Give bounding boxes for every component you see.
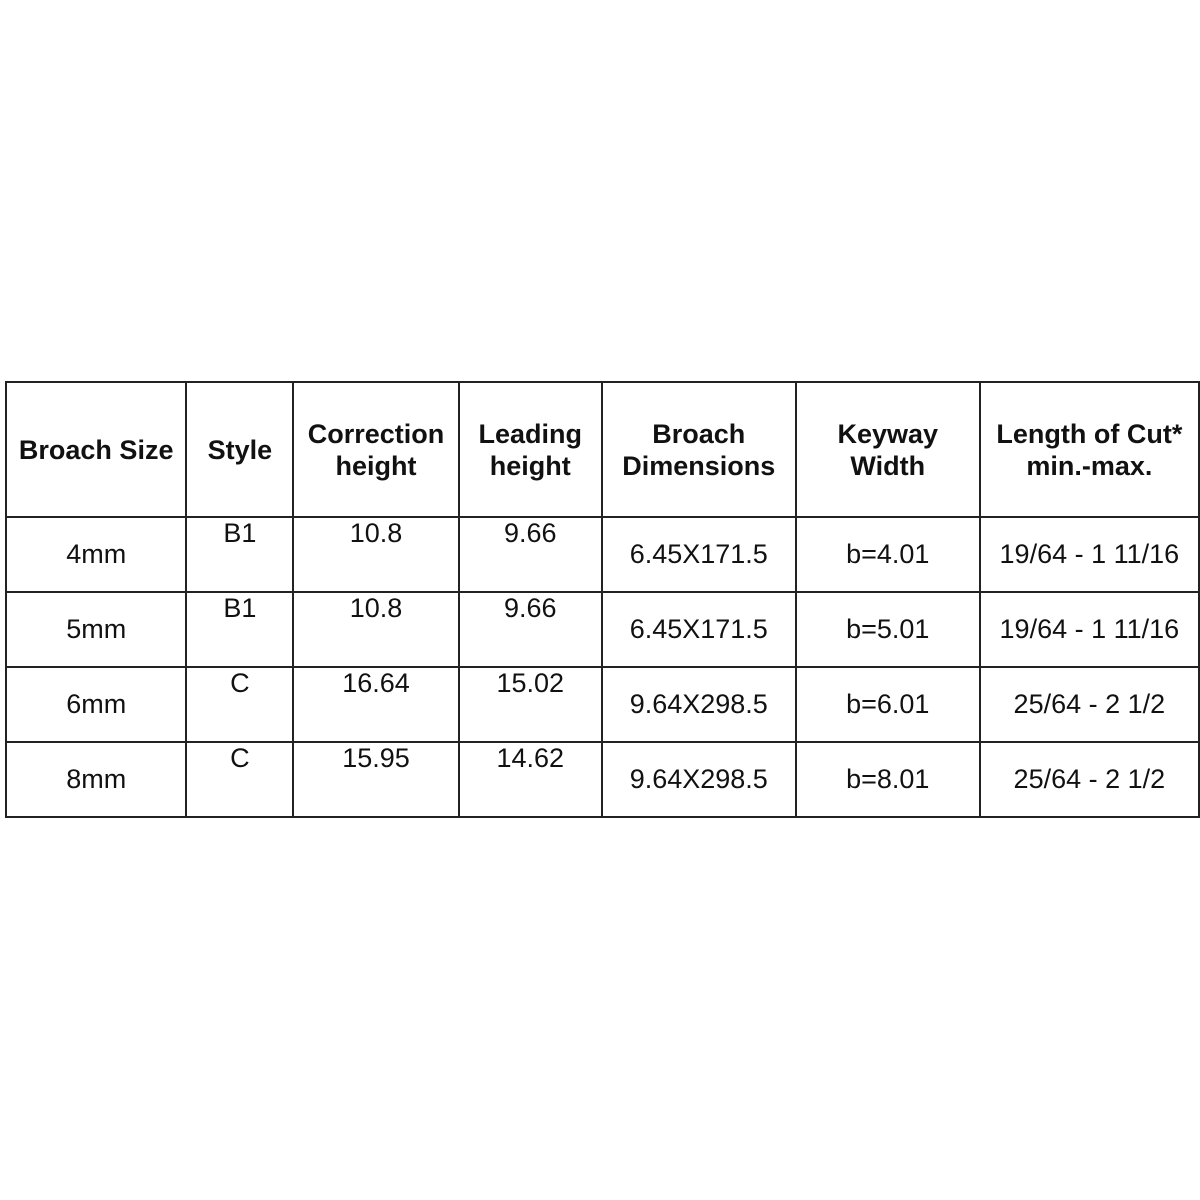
broach-spec-table <box>5 381 1200 818</box>
cell-keyway-width: b=5.01 <box>796 592 980 667</box>
header-length-of-cut-line2: min.-max. <box>1026 450 1153 481</box>
table-row <box>6 667 1199 742</box>
table-row <box>6 592 1199 667</box>
cell-broach-dimensions: 9.64X298.5 <box>602 742 796 817</box>
cell-length-of-cut: 19/64 - 1 11/16 <box>980 517 1199 592</box>
cell-correction-height: 10.8 <box>293 517 458 592</box>
header-length-of-cut <box>980 382 1199 517</box>
header-correction-height <box>293 382 458 517</box>
header-style-label: Style <box>207 434 273 465</box>
header-broach-size <box>6 382 186 517</box>
cell-length-of-cut: 25/64 - 2 1/2 <box>980 667 1199 742</box>
cell-correction-height: 15.95 <box>293 742 458 817</box>
header-correction-height-line1: Correction <box>307 418 445 449</box>
table-row <box>6 742 1199 817</box>
cell-leading-height: 9.66 <box>459 517 602 592</box>
table-row <box>6 517 1199 592</box>
cell-leading-height: 9.66 <box>459 592 602 667</box>
cell-broach-dimensions: 6.45X171.5 <box>602 592 796 667</box>
cell-style: B1 <box>186 592 293 667</box>
cell-length-of-cut: 25/64 - 2 1/2 <box>980 742 1199 817</box>
cell-keyway-width: b=8.01 <box>796 742 980 817</box>
cell-style: C <box>186 667 293 742</box>
cell-correction-height: 10.8 <box>293 592 458 667</box>
header-keyway-width <box>796 382 980 517</box>
cell-keyway-width: b=6.01 <box>796 667 980 742</box>
header-length-of-cut-line1: Length of Cut* <box>996 418 1183 449</box>
cell-keyway-width: b=4.01 <box>796 517 980 592</box>
cell-broach-size: 6mm <box>6 667 186 742</box>
header-broach-dimensions-line1: Broach <box>652 418 746 449</box>
cell-style: B1 <box>186 517 293 592</box>
header-leading-height-line2: height <box>489 450 571 481</box>
header-leading-height <box>459 382 602 517</box>
cell-leading-height: 14.62 <box>459 742 602 817</box>
cell-broach-size: 4mm <box>6 517 186 592</box>
cell-length-of-cut: 19/64 - 1 11/16 <box>980 592 1199 667</box>
header-correction-height-line2: height <box>335 450 417 481</box>
cell-correction-height: 16.64 <box>293 667 458 742</box>
header-row <box>6 382 1199 517</box>
header-style <box>186 382 293 517</box>
header-leading-height-line1: Leading <box>478 418 582 449</box>
header-keyway-width-line2: Width <box>850 450 926 481</box>
cell-broach-dimensions: 9.64X298.5 <box>602 667 796 742</box>
cell-style: C <box>186 742 293 817</box>
cell-broach-size: 5mm <box>6 592 186 667</box>
header-broach-size-label: Broach Size <box>18 434 174 465</box>
cell-broach-size: 8mm <box>6 742 186 817</box>
header-broach-dimensions <box>602 382 796 517</box>
cell-broach-dimensions: 6.45X171.5 <box>602 517 796 592</box>
cell-leading-height: 15.02 <box>459 667 602 742</box>
header-keyway-width-line1: Keyway <box>837 418 939 449</box>
header-broach-dimensions-line2: Dimensions <box>622 450 776 481</box>
